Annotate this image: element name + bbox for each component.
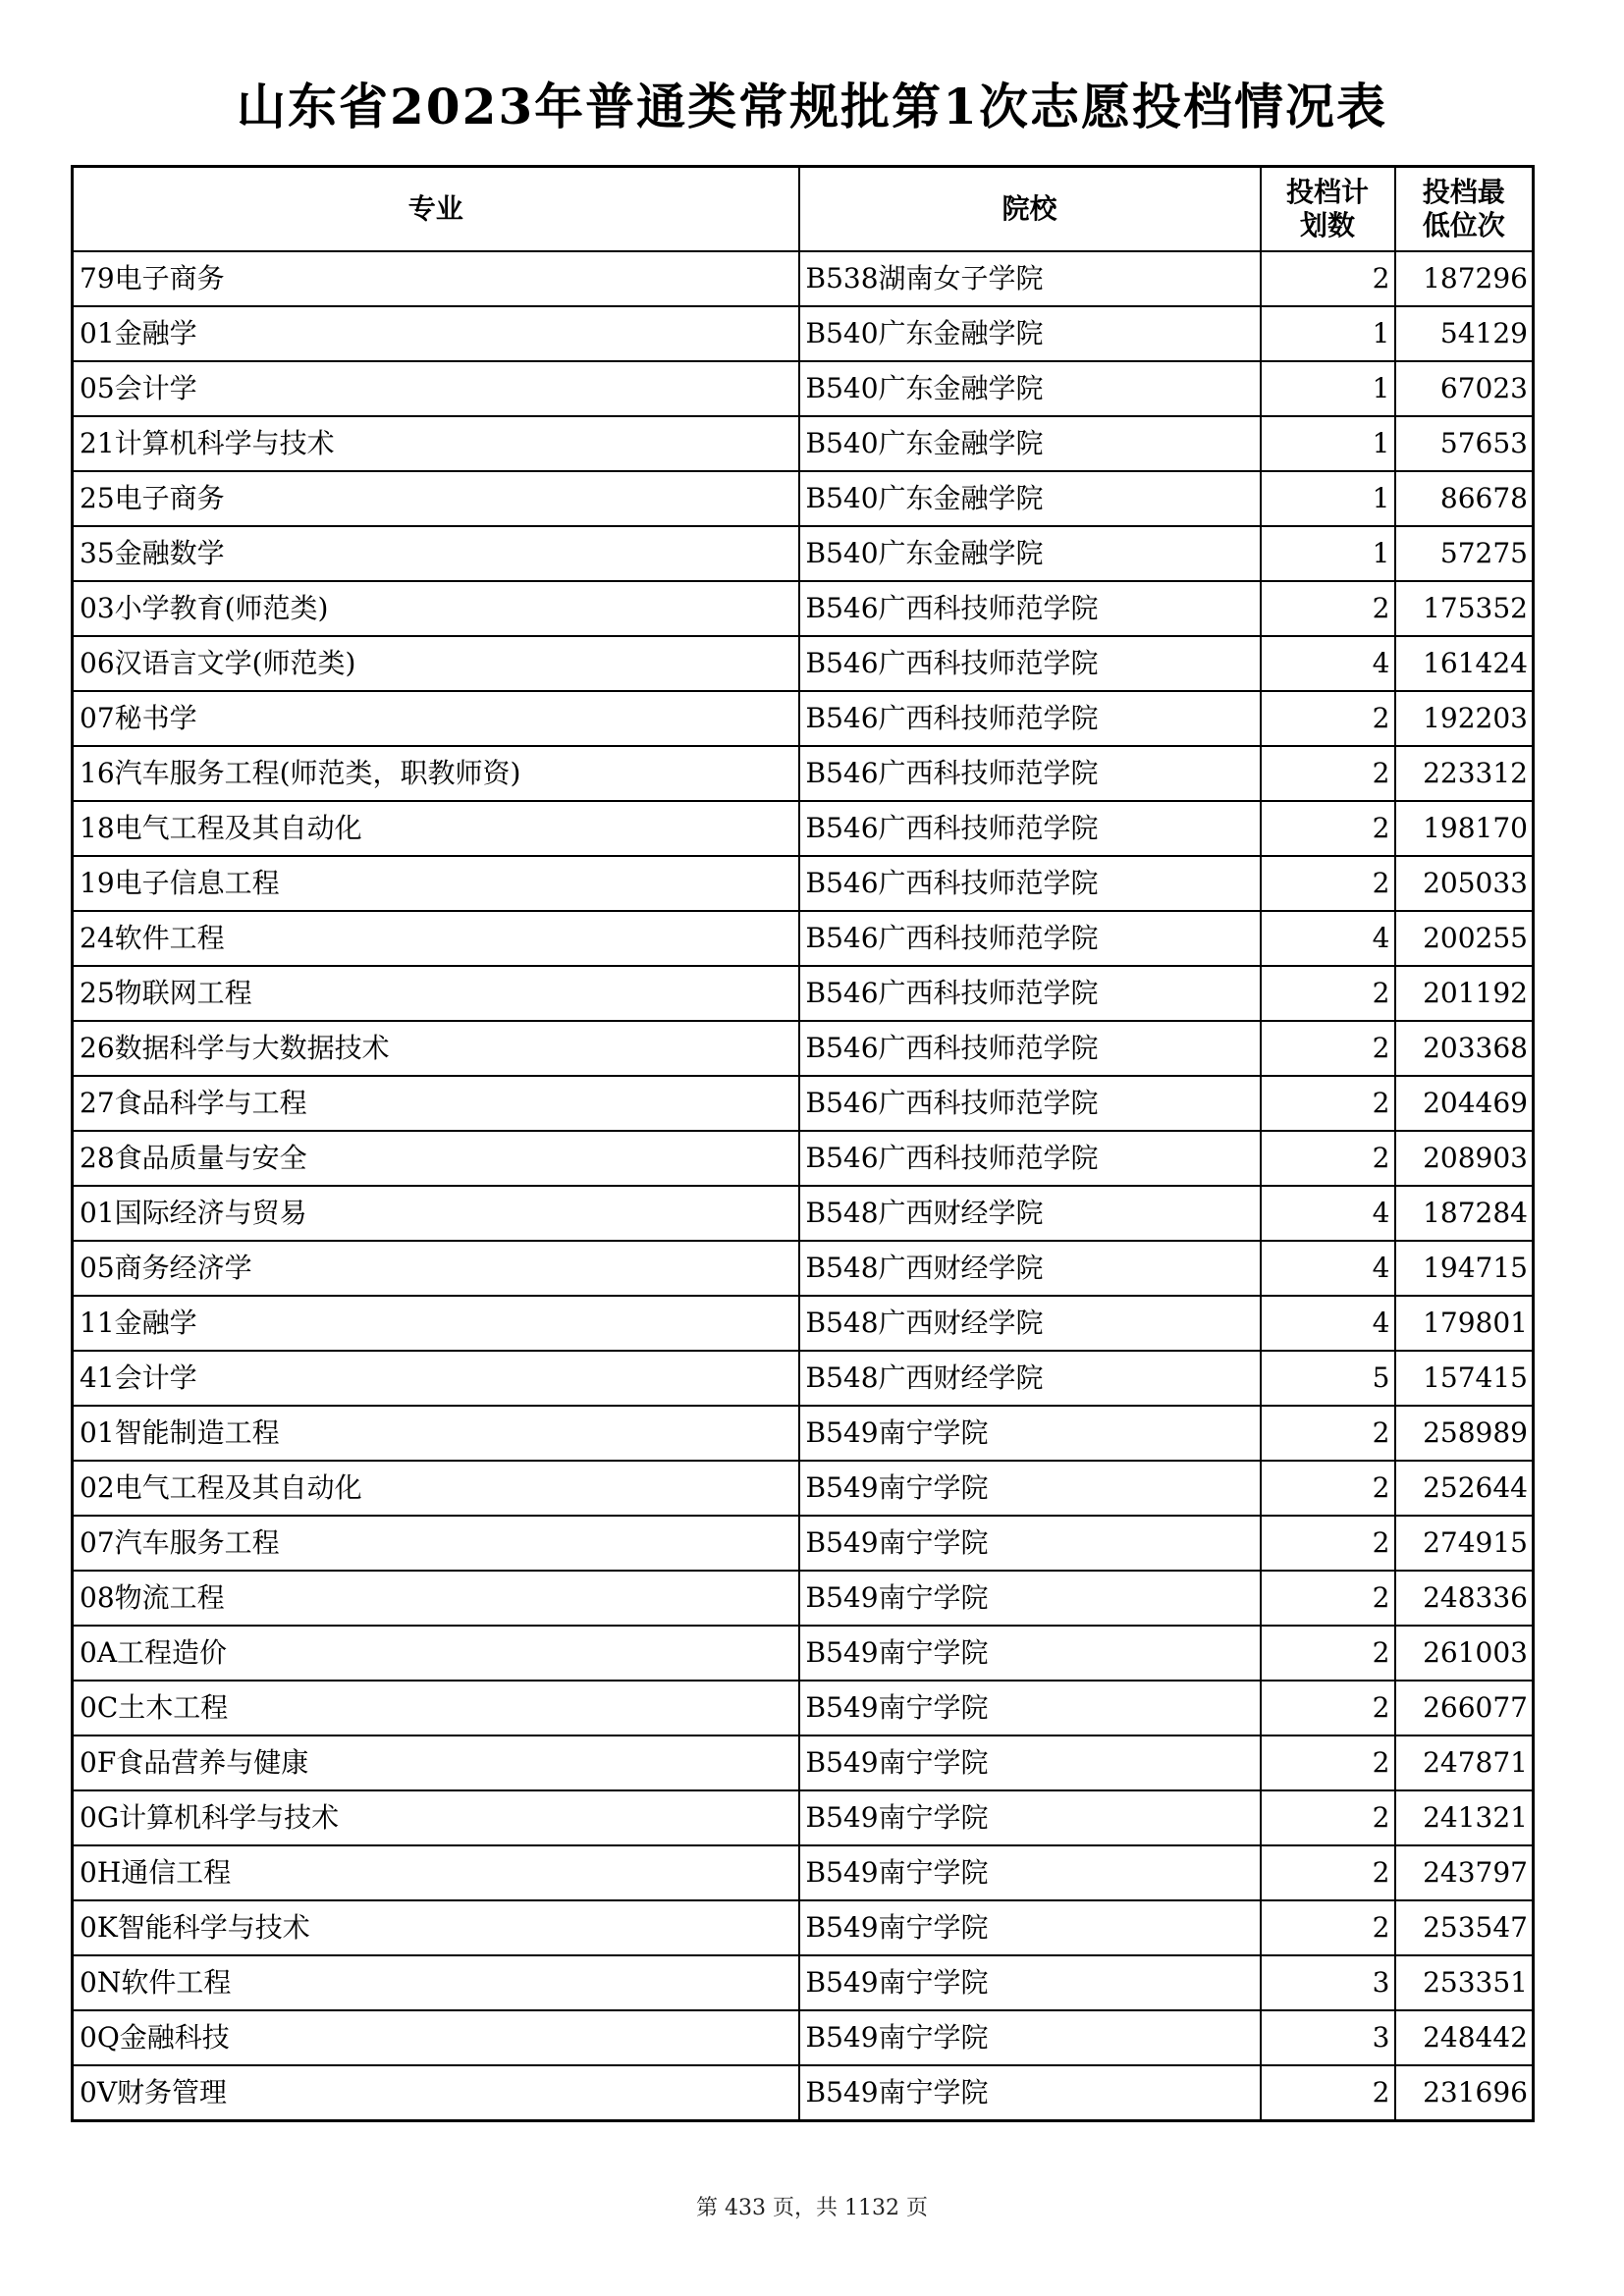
cell-rank: 54129: [1395, 306, 1534, 361]
cell-major: 25物联网工程: [73, 966, 799, 1021]
table-row: [73, 1790, 1534, 1845]
table-row: [73, 1845, 1534, 1900]
table-row: [73, 911, 1534, 966]
cell-rank: 57653: [1395, 416, 1534, 471]
cell-rank: 179801: [1395, 1296, 1534, 1351]
cell-major: 18电气工程及其自动化: [73, 801, 799, 856]
cell-plan: 2: [1261, 746, 1395, 801]
cell-plan: 1: [1261, 361, 1395, 416]
cell-rank: 247871: [1395, 1735, 1534, 1790]
cell-plan: 2: [1261, 1571, 1395, 1626]
table-row: [73, 1516, 1534, 1571]
cell-major: 35金融数学: [73, 526, 799, 581]
cell-school: B549南宁学院: [799, 1406, 1261, 1461]
cell-rank: 200255: [1395, 911, 1534, 966]
cell-major: 07汽车服务工程: [73, 1516, 799, 1571]
cell-rank: 241321: [1395, 1790, 1534, 1845]
cell-school: B549南宁学院: [799, 1461, 1261, 1516]
cell-school: B546广西科技师范学院: [799, 691, 1261, 746]
cell-major: 0Q金融科技: [73, 2010, 799, 2065]
cell-plan: 4: [1261, 911, 1395, 966]
cell-rank: 204469: [1395, 1076, 1534, 1131]
cell-major: 06汉语言文学(师范类): [73, 636, 799, 691]
cell-major: 01智能制造工程: [73, 1406, 799, 1461]
cell-plan: 2: [1261, 2065, 1395, 2121]
cell-plan: 1: [1261, 416, 1395, 471]
cell-plan: 2: [1261, 251, 1395, 306]
cell-plan: 2: [1261, 1406, 1395, 1461]
table-row: [73, 1406, 1534, 1461]
table-row: [73, 1186, 1534, 1241]
cell-plan: 5: [1261, 1351, 1395, 1406]
cell-school: B538湖南女子学院: [799, 251, 1261, 306]
cell-rank: 201192: [1395, 966, 1534, 1021]
cell-major: 28食品质量与安全: [73, 1131, 799, 1186]
cell-plan: 2: [1261, 1681, 1395, 1735]
cell-rank: 157415: [1395, 1351, 1534, 1406]
cell-rank: 266077: [1395, 1681, 1534, 1735]
cell-school: B549南宁学院: [799, 1845, 1261, 1900]
header-major: 专业: [73, 167, 799, 252]
cell-plan: 4: [1261, 1296, 1395, 1351]
cell-school: B549南宁学院: [799, 1735, 1261, 1790]
cell-school: B548广西财经学院: [799, 1241, 1261, 1296]
cell-rank: 187296: [1395, 251, 1534, 306]
cell-plan: 2: [1261, 966, 1395, 1021]
cell-school: B549南宁学院: [799, 1571, 1261, 1626]
table-row: [73, 746, 1534, 801]
cell-plan: 4: [1261, 636, 1395, 691]
cell-major: 41会计学: [73, 1351, 799, 1406]
table-row: [73, 636, 1534, 691]
cell-major: 25电子商务: [73, 471, 799, 526]
table-row: [73, 361, 1534, 416]
cell-major: 24软件工程: [73, 911, 799, 966]
table-row: [73, 1735, 1534, 1790]
cell-plan: 2: [1261, 691, 1395, 746]
table-row: [73, 306, 1534, 361]
cell-school: B549南宁学院: [799, 1955, 1261, 2010]
cell-rank: 57275: [1395, 526, 1534, 581]
cell-major: 0G计算机科学与技术: [73, 1790, 799, 1845]
cell-plan: 2: [1261, 1461, 1395, 1516]
cell-rank: 198170: [1395, 801, 1534, 856]
table-row: [73, 1076, 1534, 1131]
cell-major: 08物流工程: [73, 1571, 799, 1626]
cell-major: 0K智能科学与技术: [73, 1900, 799, 1955]
table-row: [73, 1351, 1534, 1406]
cell-plan: 2: [1261, 1131, 1395, 1186]
cell-plan: 1: [1261, 526, 1395, 581]
cell-rank: 258989: [1395, 1406, 1534, 1461]
cell-school: B549南宁学院: [799, 1626, 1261, 1681]
cell-major: 05会计学: [73, 361, 799, 416]
table-row: [73, 691, 1534, 746]
cell-rank: 252644: [1395, 1461, 1534, 1516]
table-row: [73, 966, 1534, 1021]
cell-major: 11金融学: [73, 1296, 799, 1351]
table-body: [73, 251, 1534, 2121]
table-row: [73, 416, 1534, 471]
cell-major: 19电子信息工程: [73, 856, 799, 911]
table-row: [73, 1241, 1534, 1296]
cell-school: B546广西科技师范学院: [799, 746, 1261, 801]
cell-plan: 2: [1261, 1735, 1395, 1790]
cell-major: 26数据科学与大数据技术: [73, 1021, 799, 1076]
cell-major: 16汽车服务工程(师范类，职教师资): [73, 746, 799, 801]
cell-school: B540广东金融学院: [799, 416, 1261, 471]
cell-plan: 2: [1261, 856, 1395, 911]
table-row: [73, 1900, 1534, 1955]
cell-school: B546广西科技师范学院: [799, 856, 1261, 911]
cell-rank: 86678: [1395, 471, 1534, 526]
cell-plan: 2: [1261, 1626, 1395, 1681]
cell-school: B549南宁学院: [799, 1900, 1261, 1955]
cell-plan: 1: [1261, 471, 1395, 526]
page-footer: 第 433 页，共 1132 页: [696, 2196, 928, 2220]
cell-major: 0V财务管理: [73, 2065, 799, 2121]
cell-major: 05商务经济学: [73, 1241, 799, 1296]
header-plan-text: 投档计划数: [1285, 176, 1369, 241]
table-row: [73, 1571, 1534, 1626]
header-plan: [1261, 167, 1395, 252]
table-row: [73, 2065, 1534, 2121]
cell-plan: 2: [1261, 1845, 1395, 1900]
cell-major: 21计算机科学与技术: [73, 416, 799, 471]
cell-rank: 203368: [1395, 1021, 1534, 1076]
cell-plan: 2: [1261, 1516, 1395, 1571]
cell-school: B549南宁学院: [799, 2010, 1261, 2065]
header-rank-text: 投档最低位次: [1422, 176, 1505, 241]
cell-major: 79电子商务: [73, 251, 799, 306]
cell-rank: 67023: [1395, 361, 1534, 416]
cell-school: B546广西科技师范学院: [799, 1021, 1261, 1076]
cell-school: B540广东金融学院: [799, 526, 1261, 581]
cell-plan: 2: [1261, 1021, 1395, 1076]
cell-plan: 2: [1261, 1076, 1395, 1131]
cell-rank: 274915: [1395, 1516, 1534, 1571]
cell-plan: 2: [1261, 801, 1395, 856]
cell-rank: 261003: [1395, 1626, 1534, 1681]
cell-rank: 253547: [1395, 1900, 1534, 1955]
cell-school: B548广西财经学院: [799, 1296, 1261, 1351]
cell-major: 03小学教育(师范类): [73, 581, 799, 636]
cell-major: 01国际经济与贸易: [73, 1186, 799, 1241]
cell-major: 0F食品营养与健康: [73, 1735, 799, 1790]
cell-plan: 4: [1261, 1186, 1395, 1241]
table-row: [73, 526, 1534, 581]
cell-major: 27食品科学与工程: [73, 1076, 799, 1131]
cell-plan: 2: [1261, 1790, 1395, 1845]
table-row: [73, 581, 1534, 636]
cell-school: B540广东金融学院: [799, 306, 1261, 361]
cell-school: B546广西科技师范学院: [799, 911, 1261, 966]
cell-major: 0N软件工程: [73, 1955, 799, 2010]
cell-plan: 3: [1261, 2010, 1395, 2065]
page-title: 山东省2023年普通类常规批第1次志愿投档情况表: [237, 78, 1387, 135]
cell-rank: 187284: [1395, 1186, 1534, 1241]
cell-rank: 248336: [1395, 1571, 1534, 1626]
cell-major: 01金融学: [73, 306, 799, 361]
cell-rank: 248442: [1395, 2010, 1534, 2065]
cell-plan: 2: [1261, 581, 1395, 636]
cell-plan: 3: [1261, 1955, 1395, 2010]
header-row: [73, 167, 1534, 252]
cell-school: B540广东金融学院: [799, 471, 1261, 526]
admission-table: [71, 165, 1535, 2122]
header-rank: [1395, 167, 1534, 252]
cell-school: B546广西科技师范学院: [799, 801, 1261, 856]
cell-school: B549南宁学院: [799, 1681, 1261, 1735]
table-row: [73, 2010, 1534, 2065]
table-row: [73, 1296, 1534, 1351]
cell-major: 0H通信工程: [73, 1845, 799, 1900]
table-row: [73, 1021, 1534, 1076]
cell-major: 0A工程造价: [73, 1626, 799, 1681]
table-row: [73, 1626, 1534, 1681]
cell-plan: 2: [1261, 1900, 1395, 1955]
cell-school: B548广西财经学院: [799, 1186, 1261, 1241]
table-row: [73, 856, 1534, 911]
cell-major: 07秘书学: [73, 691, 799, 746]
table-row: [73, 1955, 1534, 2010]
table-row: [73, 251, 1534, 306]
cell-major: 0C土木工程: [73, 1681, 799, 1735]
cell-rank: 243797: [1395, 1845, 1534, 1900]
cell-rank: 175352: [1395, 581, 1534, 636]
cell-plan: 4: [1261, 1241, 1395, 1296]
header-school: 院校: [799, 167, 1261, 252]
table-row: [73, 471, 1534, 526]
cell-school: B546广西科技师范学院: [799, 581, 1261, 636]
cell-school: B548广西财经学院: [799, 1351, 1261, 1406]
cell-school: B546广西科技师范学院: [799, 1076, 1261, 1131]
cell-school: B546广西科技师范学院: [799, 636, 1261, 691]
cell-rank: 205033: [1395, 856, 1534, 911]
cell-major: 02电气工程及其自动化: [73, 1461, 799, 1516]
cell-rank: 194715: [1395, 1241, 1534, 1296]
cell-rank: 192203: [1395, 691, 1534, 746]
cell-rank: 161424: [1395, 636, 1534, 691]
table-row: [73, 1131, 1534, 1186]
cell-rank: 223312: [1395, 746, 1534, 801]
table-row: [73, 1681, 1534, 1735]
cell-school: B546广西科技师范学院: [799, 1131, 1261, 1186]
cell-school: B549南宁学院: [799, 1790, 1261, 1845]
cell-plan: 1: [1261, 306, 1395, 361]
cell-school: B546广西科技师范学院: [799, 966, 1261, 1021]
table-row: [73, 801, 1534, 856]
table-row: [73, 1461, 1534, 1516]
cell-school: B540广东金融学院: [799, 361, 1261, 416]
cell-rank: 231696: [1395, 2065, 1534, 2121]
cell-school: B549南宁学院: [799, 2065, 1261, 2121]
cell-rank: 208903: [1395, 1131, 1534, 1186]
cell-school: B549南宁学院: [799, 1516, 1261, 1571]
table-header: [73, 167, 1534, 252]
cell-rank: 253351: [1395, 1955, 1534, 2010]
